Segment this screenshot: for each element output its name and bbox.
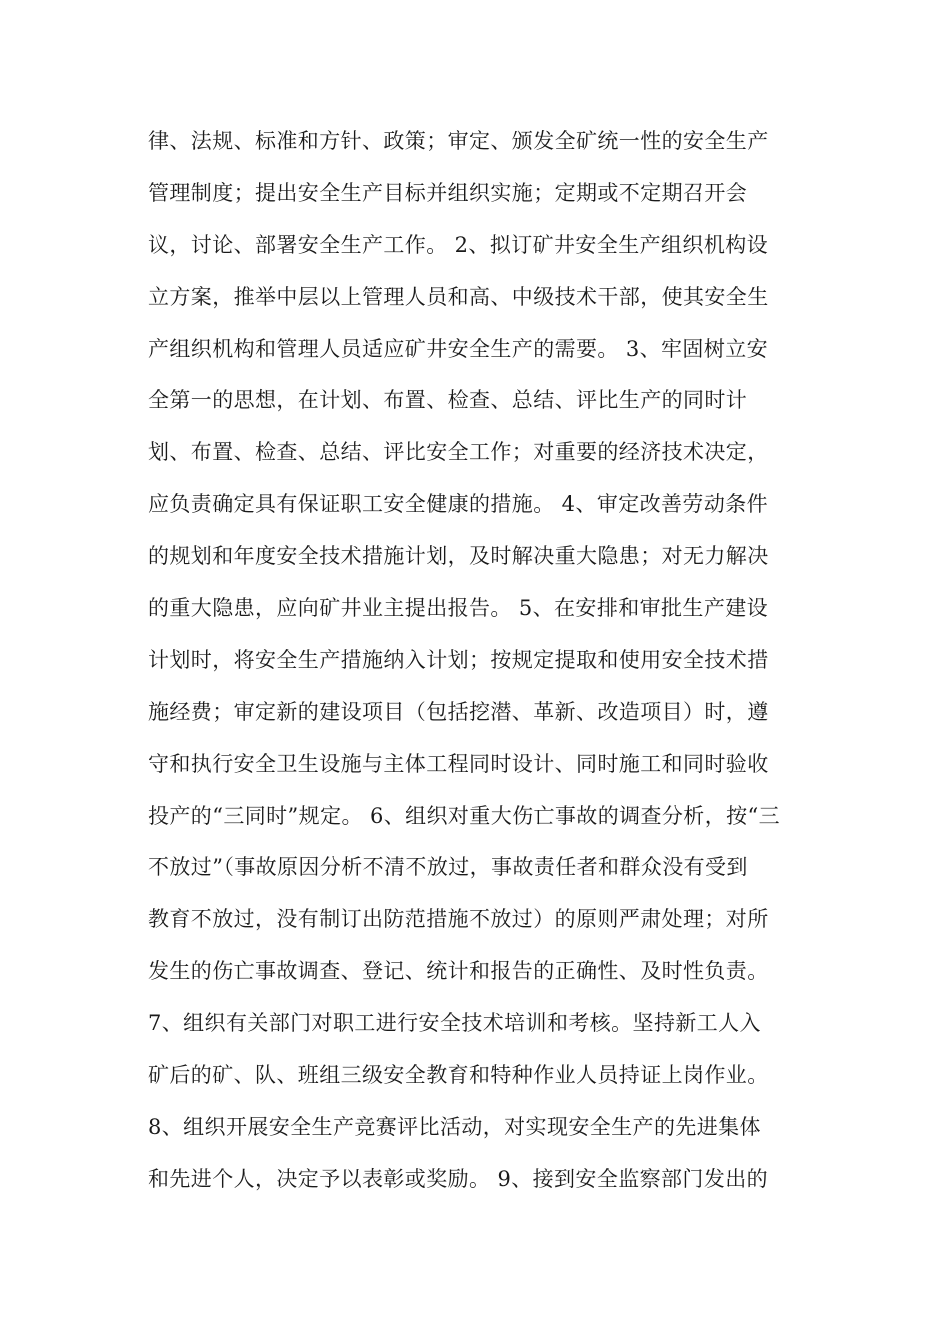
text-line: 教育不放过，没有制订出防范措施不放过）的原则严肃处理；对所 [148, 907, 769, 932]
text-line: 不放过”（事故原因分析不清不放过，事故责任者和群众没有受到 [148, 855, 748, 880]
text-line: 产组织机构和管理人员适应矿井安全生产的需要。 3、牢固树立安 [148, 336, 769, 361]
text-line: 立方案，推举中层以上管理人员和高、中级技术干部，使其安全生 [148, 284, 769, 309]
text-line: 发生的伤亡事故调查、登记、统计和报告的正确性、及时性负责。 [148, 959, 769, 984]
body-text [148, 116, 808, 1206]
text-line: 的规划和年度安全技术措施计划，及时解决重大隐患；对无力解决 [148, 544, 769, 569]
text-line: 施经费；审定新的建设项目（包括挖潜、革新、改造项目）时，遵 [148, 699, 769, 724]
text-line: 投产的“三同时”规定。 6、组织对重大伤亡事故的调查分析，按“三 [148, 803, 781, 828]
text-line: 管理制度；提出安全生产目标并组织实施；定期或不定期召开会 [148, 180, 748, 205]
text-line: 和先进个人，决定予以表彰或奖励。 9、接到安全监察部门发出的 [148, 1166, 769, 1191]
text-line: 的重大隐患，应向矿井业主提出报告。 5、在安排和审批生产建设 [148, 596, 769, 621]
text-line: 8、组织开展安全生产竞赛评比活动，对实现安全生产的先进集体 [148, 1114, 761, 1139]
text-line: 矿后的矿、队、班组三级安全教育和特种作业人员持证上岗作业。 [148, 1063, 769, 1088]
text-line: 律、法规、标准和方针、政策；审定、颁发全矿统一性的安全生产 [148, 129, 769, 153]
text-line: 划、布置、检查、总结、评比安全工作；对重要的经济技术决定， [148, 440, 769, 465]
text-line: 守和执行安全卫生设施与主体工程同时设计、同时施工和同时验收 [148, 751, 769, 776]
text-line: 7、组织有关部门对职工进行安全技术培训和考核。坚持新工人入 [148, 1011, 761, 1036]
text-line: 全第一的思想，在计划、布置、检查、总结、评比生产的同时计 [148, 388, 748, 413]
text-line: 应负责确定具有保证职工安全健康的措施。 4、审定改善劳动条件 [148, 492, 769, 517]
text-line: 计划时，将安全生产措施纳入计划；按规定提取和使用安全技术措 [148, 647, 769, 672]
text-line: 议，讨论、部署安全生产工作。 2、拟订矿井安全生产组织机构设 [148, 232, 769, 257]
